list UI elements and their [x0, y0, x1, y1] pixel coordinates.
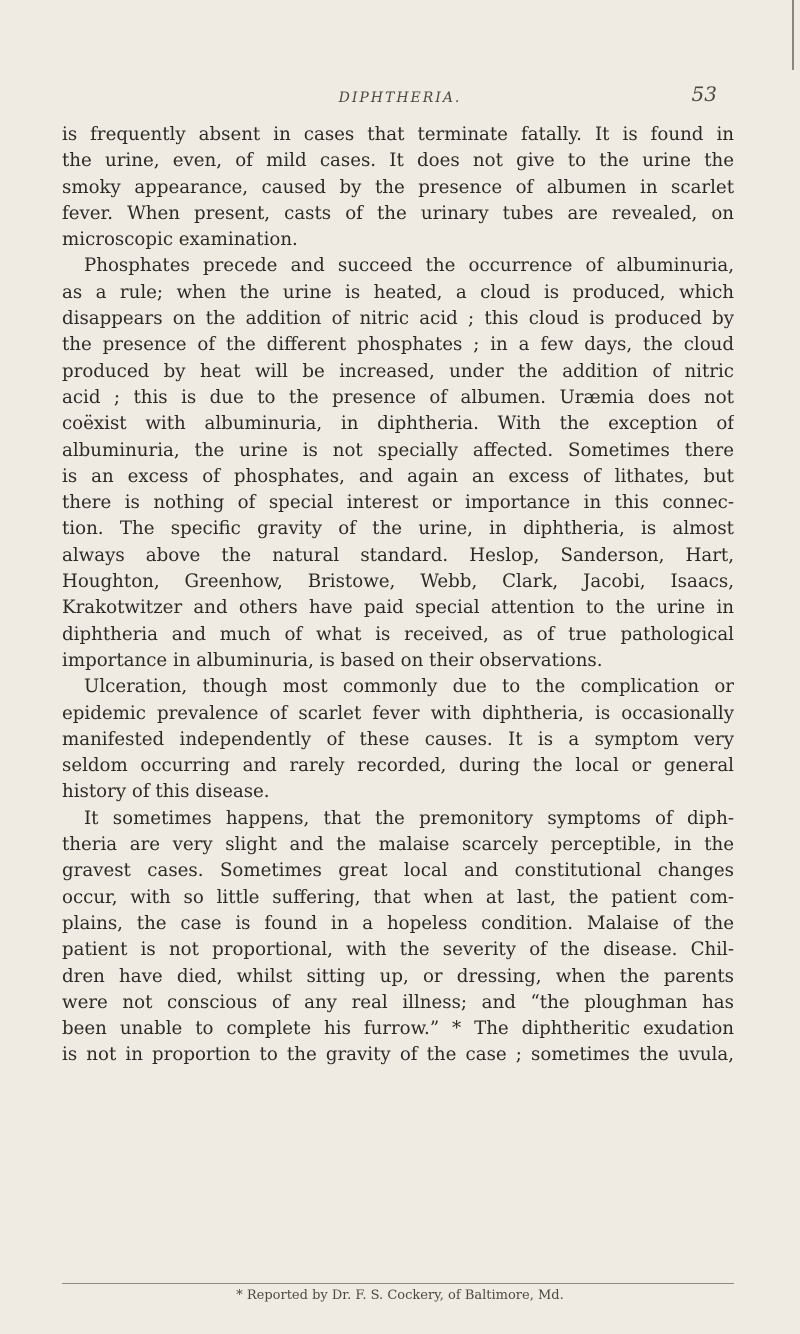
body-text [62, 122, 734, 1069]
text-line: importance in albuminuria, is based on their observations. [62, 649, 603, 671]
text-line: the presence of the different phosphates ; in a few days, the cloud [62, 334, 734, 356]
text-line: Ulceration, though most commonly due to the complication or [84, 676, 734, 698]
text-line: is not in proportion to the gravity of the case ; sometimes the uvula, [62, 1044, 734, 1066]
text-line: Krakotwitzer and others have paid special attention to the urine in [62, 597, 734, 619]
text-line: occur, with so little suffering, that when at last, the patient com- [62, 886, 734, 908]
footnote: * Reported by Dr. F. S. Cockery, of Baltimore, Md. [236, 1288, 564, 1303]
text-line: history of this disease. [62, 781, 270, 803]
text-line: produced by heat will be increased, under the addition of nitric [62, 360, 734, 382]
text-line: dren have died, whilst sitting up, or dressing, when the parents [62, 965, 734, 987]
text-line: coëxist with albuminuria, in diphtheria. With the exception of [62, 413, 734, 435]
text-line: Phosphates precede and succeed the occurrence of albuminuria, [84, 255, 734, 277]
text-line: been unable to complete his furrow.” * The diphtheritic exudation [62, 1018, 734, 1040]
text-line: disappears on the addition of nitric acid ; this cloud is produced by [62, 308, 734, 330]
text-line: microscopic examination. [62, 229, 298, 251]
text-line: It sometimes happens, that the premonitory symptoms of diph- [84, 807, 734, 829]
page-edge-line [792, 0, 794, 70]
text-line: diphtheria and much of what is received, as of true pathological [62, 623, 734, 645]
text-line: tion. The specific gravity of the urine, in diphtheria, is almost [62, 518, 734, 540]
text-line: albuminuria, the urine is not specially affected. Sometimes there [62, 439, 734, 461]
text-line: there is nothing of special interest or importance in this connec- [62, 492, 734, 514]
text-line: theria are very slight and the malaise scarcely perceptible, in the [62, 834, 734, 856]
text-line: is frequently absent in cases that terminate fatally. It is found in [62, 124, 734, 145]
text-line: Houghton, Greenhow, Bristowe, Webb, Clark, Jacobi, Isaacs, [62, 571, 734, 593]
text-line: were not conscious of any real illness; and “the ploughman has [62, 991, 734, 1013]
text-line: plains, the case is found in a hopeless condition. Malaise of the [62, 912, 734, 934]
page-number: 53 [691, 82, 717, 106]
text-line: manifested independently of these causes. It is a symptom very [62, 728, 734, 750]
text-line: is an excess of phosphates, and again an excess of lithates, but [62, 465, 734, 487]
text-line: fever. When present, casts of the urinary tubes are revealed, on [62, 202, 734, 224]
text-line: smoky appearance, caused by the presence of albumen in scarlet [62, 176, 734, 198]
text-line: as a rule; when the urine is heated, a cloud is produced, which [62, 281, 734, 303]
text-line: epidemic prevalence of scarlet fever with diphtheria, is occasionally [62, 702, 734, 724]
text-line: patient is not proportional, with the severity of the disease. Chil- [62, 939, 734, 961]
text-line: seldom occurring and rarely recorded, during the local or general [62, 755, 734, 777]
footnote-rule [62, 1283, 734, 1284]
text-line: the urine, even, of mild cases. It does not give to the urine the [62, 150, 734, 172]
running-title: DIPHTHERIA. [338, 90, 462, 106]
text-line: always above the natural standard. Heslop, Sanderson, Hart, [62, 544, 734, 566]
text-line: gravest cases. Sometimes great local and constitutional changes [62, 860, 734, 882]
text-line: acid ; this is due to the presence of albumen. Uræmia does not [62, 386, 734, 408]
